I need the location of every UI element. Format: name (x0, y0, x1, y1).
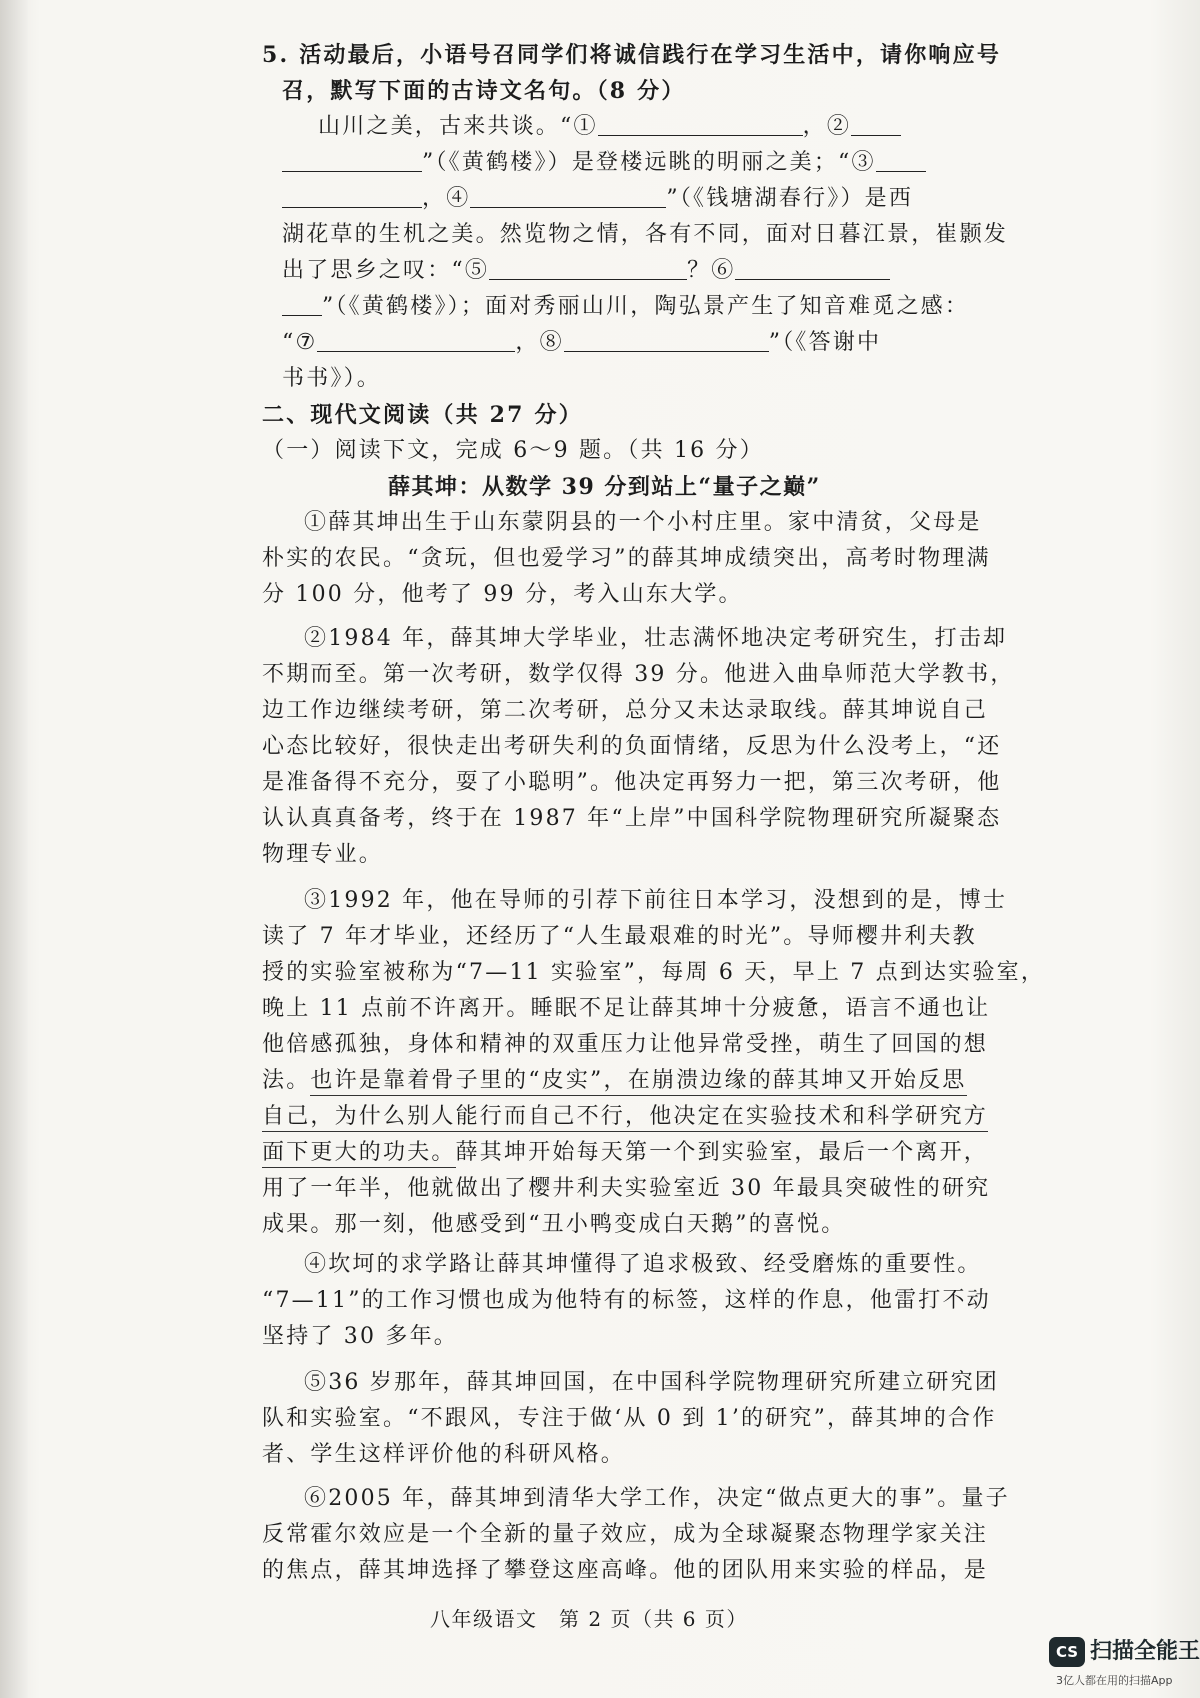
article-line: ①薛其坤出生于山东蒙阴县的一个小村庄里。家中清贫，父母是 (304, 510, 982, 535)
article-line: 用了一年半，他就做出了樱井利夫实验室近 30 年最具突破性的研究 (262, 1176, 991, 1201)
article-line: 不期而至。第一次考研，数学仅得 39 分。他进入曲阜师范大学教书， (262, 662, 1015, 687)
answer-blank-3-cont[interactable] (282, 185, 422, 208)
underlined-sentence: 也许是靠着骨子里的“皮实”，在崩溃边缘的薛其坤又开始反思 (310, 1068, 966, 1096)
answer-blank-3[interactable] (876, 149, 926, 172)
q5-text: ，② (802, 114, 852, 139)
plain-text: 薛其坤开始每天第一个到实验室，最后一个离开， (455, 1140, 989, 1165)
q5-prompt-line2: 召，默写下面的古诗文名句。（8 分） (282, 78, 686, 104)
article-line: 分 100 分，他考了 99 分，考入山东大学。 (262, 582, 743, 607)
article-line: ⑥2005 年，薛其坤到清华大学工作，决定“做点更大的事”。量子 (304, 1486, 1010, 1511)
article-line: 授的实验室被称为“7—11 实验室”，每周 6 天，早上 7 点到达实验室， (262, 960, 1046, 985)
q5-fill-line6 (282, 292, 969, 322)
answer-blank-7[interactable] (317, 329, 515, 352)
q5-prompt-line1: 5. 活动最后，小语号召同学们将诚信践行在学习生活中，请你响应号 (262, 42, 1002, 68)
article-line (262, 1102, 988, 1132)
article-line: 认认真真备考，终于在 1987 年“上岸”中国科学院物理研究所凝聚态 (262, 806, 1002, 831)
q5-fill-line7 (282, 328, 881, 358)
answer-blank-8[interactable] (564, 329, 769, 352)
article-line: 读了 7 年才毕业，还经历了“人生最艰难的时光”。导师樱井利夫教 (262, 924, 977, 949)
q5-text: ”（《答谢中 (768, 330, 882, 355)
q5-text-line4: 湖花草的生机之美。然览物之情，各有不同，面对日暮江景，崔颢发 (282, 222, 1009, 247)
answer-blank-4[interactable] (470, 185, 666, 208)
q5-text-line8: 书书》）。 (282, 366, 382, 391)
article-line: 朴实的农民。“贪玩，但也爱学习”的薛其坤成绩突出，高考时物理满 (262, 546, 991, 571)
article-line: 队和实验室。“不跟风，专注于做‘从 0 到 1’的研究”，薛其坤的合作 (262, 1406, 997, 1431)
q5-text: ，⑧ (515, 330, 564, 355)
underlined-sentence: 自己，为什么别人能行而自己不行，他决定在实验技术和科学研究方 (262, 1104, 988, 1132)
article-title: 薛其坤：从数学 39 分到站上“量子之巅” (388, 474, 821, 500)
q5-text: 出了思乡之叹：“⑤ (282, 258, 490, 283)
article-line: 心态比较好，很快走出考研失利的负面情绪，反思为什么没考上，“还 (262, 734, 1002, 759)
answer-blank-2[interactable] (851, 113, 901, 136)
scanner-tagline: 3亿人都在用的扫描App (1056, 1674, 1173, 1687)
article-line: 的焦点，薛其坤选择了攀登这座高峰。他的团队用来实验的样品，是 (262, 1558, 989, 1583)
answer-blank-6-cont[interactable] (282, 293, 322, 316)
section-heading: 二、现代文阅读（共 27 分） (262, 402, 583, 428)
page-footer: 八年级语文 第 2 页（共 6 页） (430, 1607, 748, 1631)
article-line (262, 1066, 967, 1096)
answer-blank-1[interactable] (598, 113, 803, 136)
article-line: 是准备得不充分，耍了小聪明”。他决定再努力一把，第三次考研，他 (262, 770, 1002, 795)
article-line: ②1984 年，薛其坤大学毕业，壮志满怀地决定考研究生，打击却 (304, 626, 1008, 651)
article-line: ⑤36 岁那年，薛其坤回国，在中国科学院物理研究所建立研究团 (304, 1370, 999, 1395)
q5-fill-line5 (282, 256, 890, 286)
q5-text: ”（《黄鹤楼》）是登楼远眺的明丽之美；“③ (422, 150, 876, 175)
article-line: 者、学生这样评价他的科研风格。 (262, 1442, 626, 1467)
q5-text: 山川之美，古来共谈。“① (318, 114, 598, 139)
answer-blank-2-cont[interactable] (282, 149, 422, 172)
q5-fill-line1 (318, 112, 901, 142)
q5-text: ”（《钱塘湖春行》）是西 (666, 186, 914, 211)
article-line: ③1992 年，他在导师的引荐下前往日本学习，没想到的是，博士 (304, 888, 1008, 913)
underlined-sentence: 面下更大的功夫。 (262, 1140, 456, 1168)
scanner-app-name: 扫描全能王 (1090, 1639, 1200, 1664)
article-line: 反常霍尔效应是一个全新的量子效应，成为全球凝聚态物理学家关注 (262, 1522, 989, 1547)
q5-fill-line3 (282, 184, 913, 214)
q5-text: ”（《黄鹤楼》）；面对秀丽山川，陶弘景产生了知音难觅之感： (322, 294, 970, 319)
article-line: 成果。那一刻，他感受到“丑小鸭变成白天鹅”的喜悦。 (262, 1212, 846, 1237)
article-line: ④坎坷的求学路让薛其坤懂得了追求极致、经受磨炼的重要性。 (304, 1252, 982, 1277)
q5-fill-line2 (282, 148, 926, 178)
answer-blank-6[interactable] (735, 257, 890, 280)
answer-blank-5[interactable] (489, 257, 687, 280)
article-line: “7—11”的工作习惯也成为他特有的标签，这样的作息，他雷打不动 (262, 1288, 991, 1313)
article-line: 晚上 11 点前不许离开。睡眠不足让薛其坤十分疲惫，语言不通也让 (262, 996, 991, 1021)
article-line: 边工作边继续考研，第二次考研，总分又未达录取线。薛其坤说自己 (262, 698, 989, 723)
q5-text: ，④ (422, 186, 471, 211)
q5-text: ？⑥ (687, 258, 736, 283)
plain-text: 法。 (262, 1068, 311, 1093)
q5-text: “⑦ (282, 330, 318, 355)
article-line (262, 1138, 988, 1168)
article-line: 物理专业。 (262, 842, 384, 867)
cs-badge: CS (1049, 1637, 1085, 1667)
reading-instruction: （一）阅读下文，完成 6～9 题。（共 16 分） (262, 438, 764, 463)
article-line: 坚持了 30 多年。 (262, 1324, 458, 1349)
article-line: 他倍感孤独，身体和精神的双重压力让他异常受挫，萌生了回国的想 (262, 1032, 989, 1057)
